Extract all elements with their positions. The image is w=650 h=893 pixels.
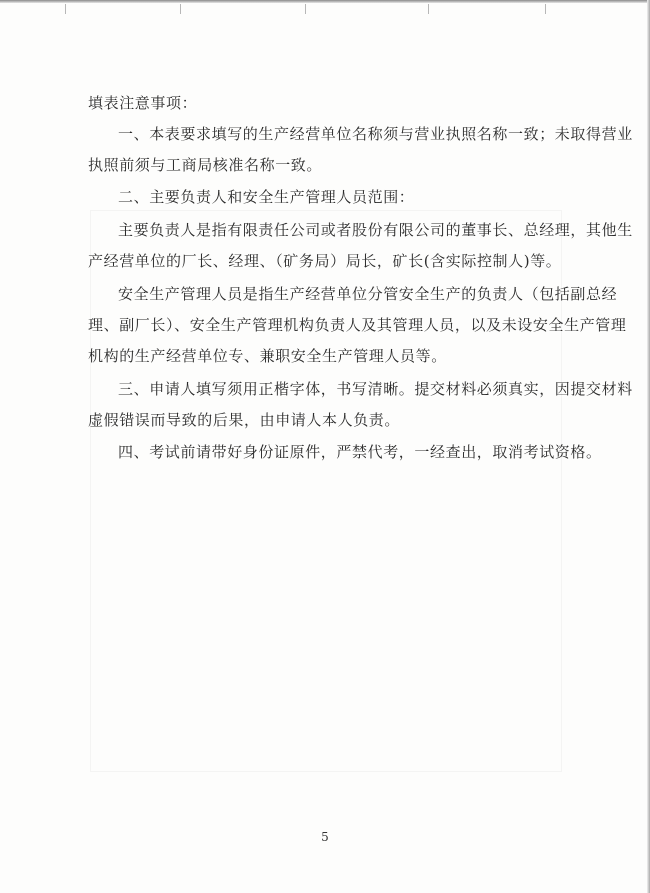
paragraph-1: [88, 119, 633, 181]
paragraph-2: [88, 182, 570, 213]
binding-mark: [180, 4, 181, 14]
paragraph-line: 三、申请人填写须用正楷字体，书写清晰。提交材料必须真实，因提交材料: [118, 380, 633, 398]
binding-mark: [305, 4, 306, 14]
paragraph-line: 理、副厂长）、安全生产管理机构负责人及其管理人员，以及未设安全生产管理: [88, 316, 627, 334]
paragraph-line: 一、本表要求填写的生产经营单位名称须与营业执照名称一致；未取得营业: [118, 125, 633, 143]
paragraph-line: 主要负责人是指有限责任公司或者股份有限公司的董事长、总经理，其他生: [118, 221, 633, 239]
paragraph-4: [88, 279, 627, 372]
paragraph-line: 二、主要负责人和安全生产管理人员范围：: [118, 188, 415, 206]
paragraph-line: 机构的生产经营单位专、兼职安全生产管理人员等。: [88, 347, 447, 365]
notes-heading: 填表注意事项：: [88, 94, 198, 112]
paragraph-6: [88, 437, 602, 468]
binding-mark: [545, 4, 546, 14]
paragraph-line: 安全生产管理人员是指生产经营单位分管安全生产的负责人（包括副总经: [118, 285, 618, 303]
paragraph-line: 虚假错误而导致的后果，由申请人本人负责。: [88, 411, 401, 429]
scan-edge-top: [0, 0, 650, 3]
paragraph-line: 四、考试前请带好身份证原件，严禁代考，一经查出，取消考试资格。: [118, 443, 602, 461]
paragraph-5: [88, 374, 633, 436]
page-number: 5: [321, 830, 329, 844]
binding-mark: [65, 4, 66, 14]
paragraph-3: [88, 215, 633, 277]
paragraph-line: 执照前须与工商局核准名称一致。: [88, 156, 323, 174]
paragraph-line: 产经营单位的厂长、经理、（矿务局）局长，矿长(含实际控制人)等。: [88, 252, 562, 270]
binding-mark: [428, 4, 429, 14]
